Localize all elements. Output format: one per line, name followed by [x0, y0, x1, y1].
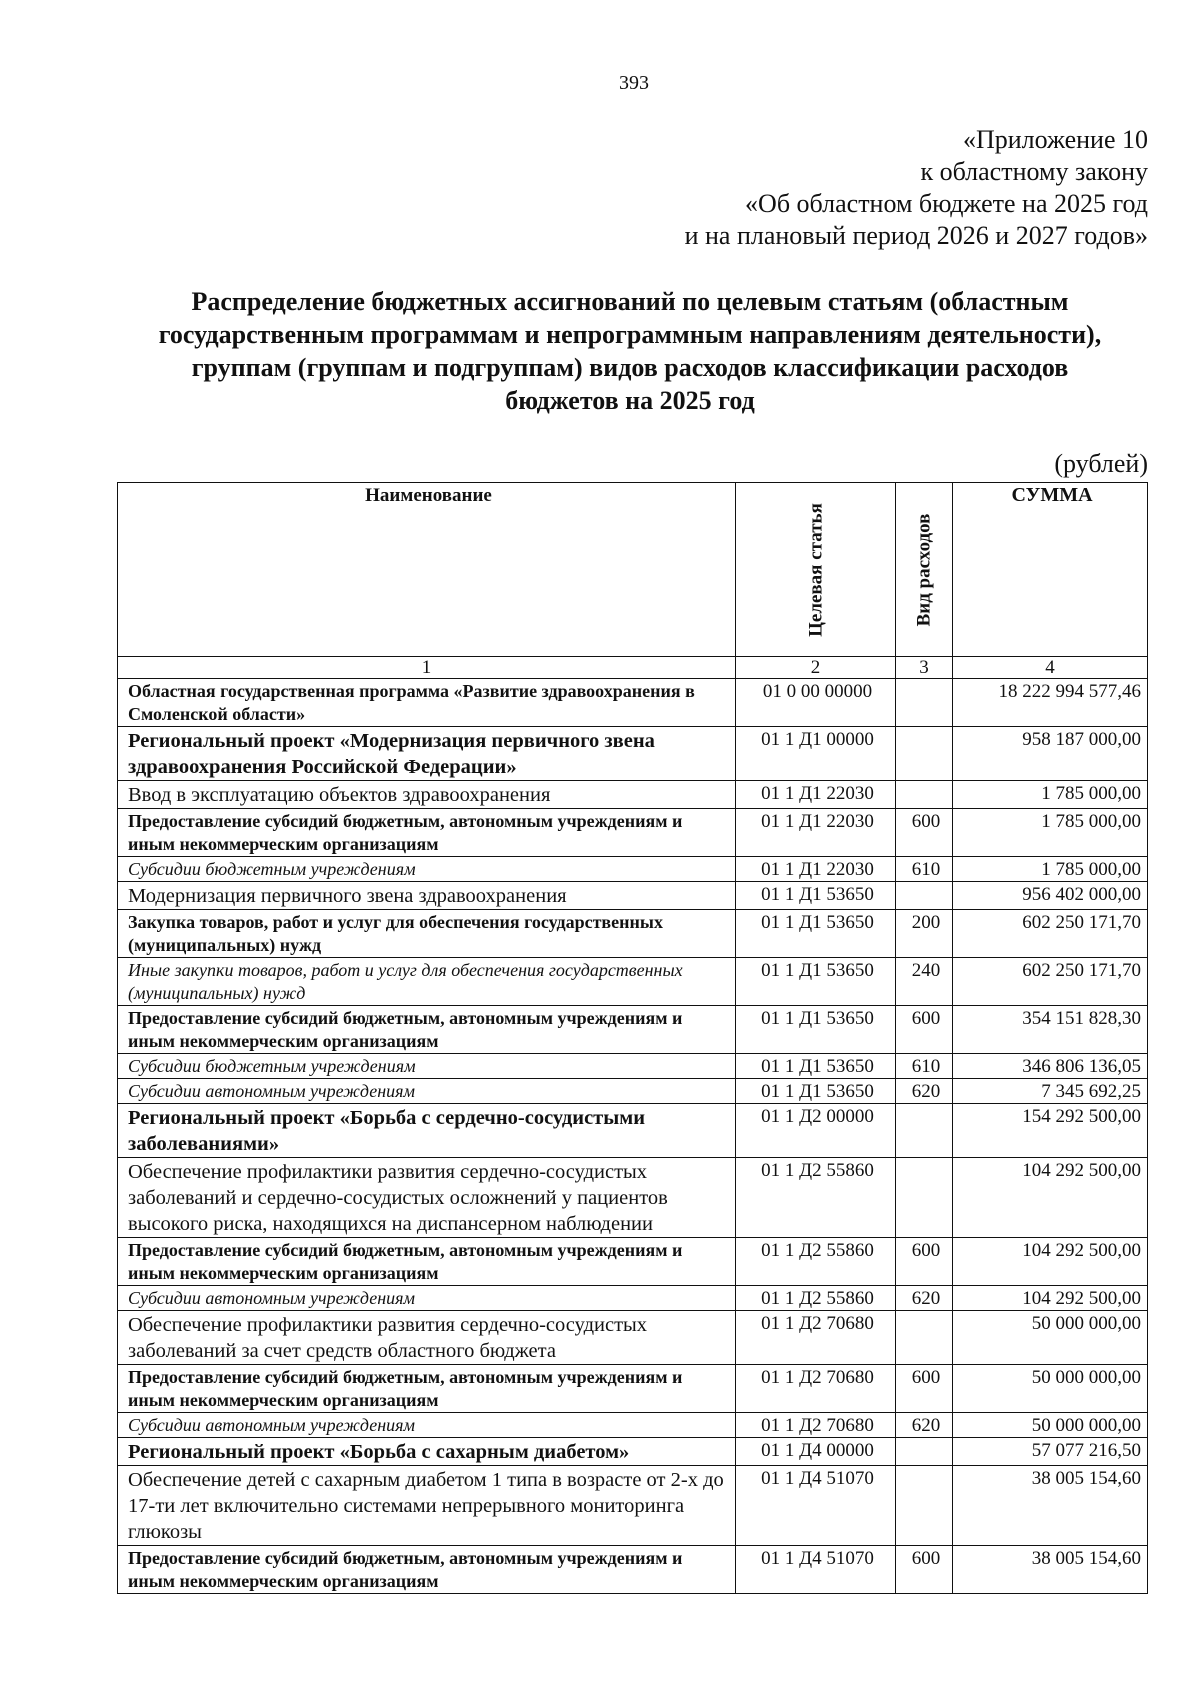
row-sum: 354 151 828,30: [953, 1006, 1148, 1054]
row-name: Предоставление субсидий бюджетным, автономным учреждениям и иным некоммерческим организациям: [118, 1546, 736, 1594]
row-sum: 50 000 000,00: [953, 1413, 1148, 1438]
budget-table: [117, 482, 1148, 1594]
column-number: 4: [953, 657, 1148, 679]
row-name: Региональный проект «Модернизация первичного звена здравоохранения Российской Федерации»: [118, 727, 736, 781]
table-row: [118, 781, 1148, 809]
table-row: [118, 1238, 1148, 1286]
row-name: Закупка товаров, работ и услуг для обеспечения государственных (муниципальных) нужд: [118, 910, 736, 958]
row-target-article: 01 1 Д4 00000: [736, 1438, 896, 1466]
header-expense-kind: [896, 483, 953, 657]
appendix-line: «Приложение 10: [962, 125, 1148, 154]
row-expense-kind: 600: [896, 1546, 953, 1594]
row-expense-kind: [896, 679, 953, 727]
row-target-article: 01 1 Д2 00000: [736, 1104, 896, 1158]
appendix-line: «Об областном бюджете на 2025 год: [745, 189, 1148, 218]
appendix-line: и на плановый период 2026 и 2027 годов»: [684, 221, 1148, 250]
title-line: Распределение бюджетных ассигнований по целевым статьям (областным: [191, 287, 1069, 316]
row-target-article: 01 1 Д4 51070: [736, 1466, 896, 1546]
row-sum: 38 005 154,60: [953, 1466, 1148, 1546]
row-sum: 104 292 500,00: [953, 1158, 1148, 1238]
row-name: Иные закупки товаров, работ и услуг для обеспечения государственных (муниципальных) нужд: [118, 958, 736, 1006]
row-name: Модернизация первичного звена здравоохранения: [118, 882, 736, 910]
units-label: (рублей): [1054, 449, 1148, 478]
row-name: Обеспечение профилактики развития сердечно-сосудистых заболеваний и сердечно-сосудистых осложнений у пациентов высокого риска, находящихся на диспансерном наблюдении: [118, 1158, 736, 1238]
table-row: [118, 727, 1148, 781]
row-sum: 38 005 154,60: [953, 1546, 1148, 1594]
row-target-article: 01 1 Д1 53650: [736, 910, 896, 958]
row-expense-kind: 240: [896, 958, 953, 1006]
row-target-article: 01 0 00 00000: [736, 679, 896, 727]
row-expense-kind: 200: [896, 910, 953, 958]
row-target-article: 01 1 Д2 55860: [736, 1238, 896, 1286]
row-sum: 956 402 000,00: [953, 882, 1148, 910]
column-number-row: [118, 657, 1148, 679]
header-sum: СУММА: [953, 483, 1148, 657]
row-sum: 7 345 692,25: [953, 1079, 1148, 1104]
row-expense-kind: 610: [896, 1054, 953, 1079]
row-target-article: 01 1 Д1 22030: [736, 857, 896, 882]
row-sum: 104 292 500,00: [953, 1286, 1148, 1311]
row-target-article: 01 1 Д4 51070: [736, 1546, 896, 1594]
row-expense-kind: [896, 727, 953, 781]
row-name: Ввод в эксплуатацию объектов здравоохранения: [118, 781, 736, 809]
table-row: [118, 1466, 1148, 1546]
row-sum: 958 187 000,00: [953, 727, 1148, 781]
row-expense-kind: [896, 1158, 953, 1238]
row-expense-kind: [896, 1466, 953, 1546]
table-row: [118, 1311, 1148, 1365]
page-number: 393: [619, 72, 649, 94]
table-row: [118, 1006, 1148, 1054]
row-sum: 154 292 500,00: [953, 1104, 1148, 1158]
table-row: [118, 1413, 1148, 1438]
table-row: [118, 1104, 1148, 1158]
row-target-article: 01 1 Д1 00000: [736, 727, 896, 781]
row-expense-kind: [896, 781, 953, 809]
row-name: Региональный проект «Борьба с сахарным диабетом»: [118, 1438, 736, 1466]
title-line: бюджетов на 2025 год: [505, 386, 755, 415]
row-expense-kind: 620: [896, 1413, 953, 1438]
row-expense-kind: 600: [896, 1365, 953, 1413]
table-row: [118, 679, 1148, 727]
row-name: Субсидии бюджетным учреждениям: [118, 857, 736, 882]
row-name: Обеспечение детей с сахарным диабетом 1 типа в возрасте от 2-х до 17-ти лет включительно системами непрерывного мониторинга глюкозы: [118, 1466, 736, 1546]
title-line: группам (группам и подгруппам) видов расходов классификации расходов: [191, 353, 1069, 382]
row-expense-kind: 620: [896, 1079, 953, 1104]
row-name: Субсидии автономным учреждениям: [118, 1413, 736, 1438]
header-target-article: [736, 483, 896, 657]
header-expense-kind-label: Вид расходов: [913, 513, 935, 626]
row-target-article: 01 1 Д2 70680: [736, 1365, 896, 1413]
table-header-row: [118, 483, 1148, 657]
table-row: [118, 882, 1148, 910]
title-line: государственным программам и непрограммным направлениям деятельности),: [158, 320, 1102, 349]
row-sum: 1 785 000,00: [953, 781, 1148, 809]
table-row: [118, 1079, 1148, 1104]
row-expense-kind: 600: [896, 809, 953, 857]
row-target-article: 01 1 Д1 22030: [736, 809, 896, 857]
row-name: Предоставление субсидий бюджетным, автономным учреждениям и иным некоммерческим организациям: [118, 809, 736, 857]
table-row: [118, 809, 1148, 857]
row-sum: 50 000 000,00: [953, 1365, 1148, 1413]
row-sum: 18 222 994 577,46: [953, 679, 1148, 727]
table-row: [118, 910, 1148, 958]
row-sum: 602 250 171,70: [953, 958, 1148, 1006]
row-name: Предоставление субсидий бюджетным, автономным учреждениям и иным некоммерческим организациям: [118, 1365, 736, 1413]
appendix-line: к областному закону: [920, 157, 1148, 186]
row-target-article: 01 1 Д1 53650: [736, 958, 896, 1006]
row-sum: 346 806 136,05: [953, 1054, 1148, 1079]
row-target-article: 01 1 Д2 55860: [736, 1286, 896, 1311]
header-name: Наименование: [118, 483, 736, 657]
column-number: 1: [118, 657, 736, 679]
row-target-article: 01 1 Д1 22030: [736, 781, 896, 809]
row-sum: 1 785 000,00: [953, 857, 1148, 882]
table-row: [118, 958, 1148, 1006]
appendix-header: [685, 124, 1148, 252]
row-name: Региональный проект «Борьба с сердечно-сосудистыми заболеваниями»: [118, 1104, 736, 1158]
row-expense-kind: 610: [896, 857, 953, 882]
row-expense-kind: [896, 1438, 953, 1466]
row-expense-kind: 620: [896, 1286, 953, 1311]
row-sum: 57 077 216,50: [953, 1438, 1148, 1466]
row-target-article: 01 1 Д2 55860: [736, 1158, 896, 1238]
row-sum: 602 250 171,70: [953, 910, 1148, 958]
row-sum: 1 785 000,00: [953, 809, 1148, 857]
row-name: Областная государственная программа «Развитие здравоохранения в Смоленской области»: [118, 679, 736, 727]
row-target-article: 01 1 Д2 70680: [736, 1413, 896, 1438]
column-number: 2: [736, 657, 896, 679]
row-expense-kind: [896, 1104, 953, 1158]
row-target-article: 01 1 Д1 53650: [736, 882, 896, 910]
row-name: Предоставление субсидий бюджетным, автономным учреждениям и иным некоммерческим организациям: [118, 1238, 736, 1286]
row-target-article: 01 1 Д1 53650: [736, 1079, 896, 1104]
row-name: Обеспечение профилактики развития сердечно-сосудистых заболеваний за счет средств областного бюджета: [118, 1311, 736, 1365]
table-row: [118, 857, 1148, 882]
row-name: Субсидии автономным учреждениям: [118, 1286, 736, 1311]
row-expense-kind: [896, 882, 953, 910]
header-target-article-label: Целевая статья: [805, 502, 826, 637]
row-target-article: 01 1 Д1 53650: [736, 1006, 896, 1054]
column-number: 3: [896, 657, 953, 679]
table-row: [118, 1365, 1148, 1413]
row-sum: 50 000 000,00: [953, 1311, 1148, 1365]
document-title: [110, 285, 1150, 417]
row-name: Предоставление субсидий бюджетным, автономным учреждениям и иным некоммерческим организациям: [118, 1006, 736, 1054]
table-row: [118, 1286, 1148, 1311]
row-name: Субсидии бюджетным учреждениям: [118, 1054, 736, 1079]
row-target-article: 01 1 Д2 70680: [736, 1311, 896, 1365]
table-row: [118, 1438, 1148, 1466]
row-name: Субсидии автономным учреждениям: [118, 1079, 736, 1104]
row-sum: 104 292 500,00: [953, 1238, 1148, 1286]
row-expense-kind: 600: [896, 1006, 953, 1054]
table-row: [118, 1546, 1148, 1594]
table-row: [118, 1158, 1148, 1238]
row-expense-kind: 600: [896, 1238, 953, 1286]
row-expense-kind: [896, 1311, 953, 1365]
row-target-article: 01 1 Д1 53650: [736, 1054, 896, 1079]
table-body: [118, 679, 1148, 1594]
table-row: [118, 1054, 1148, 1079]
